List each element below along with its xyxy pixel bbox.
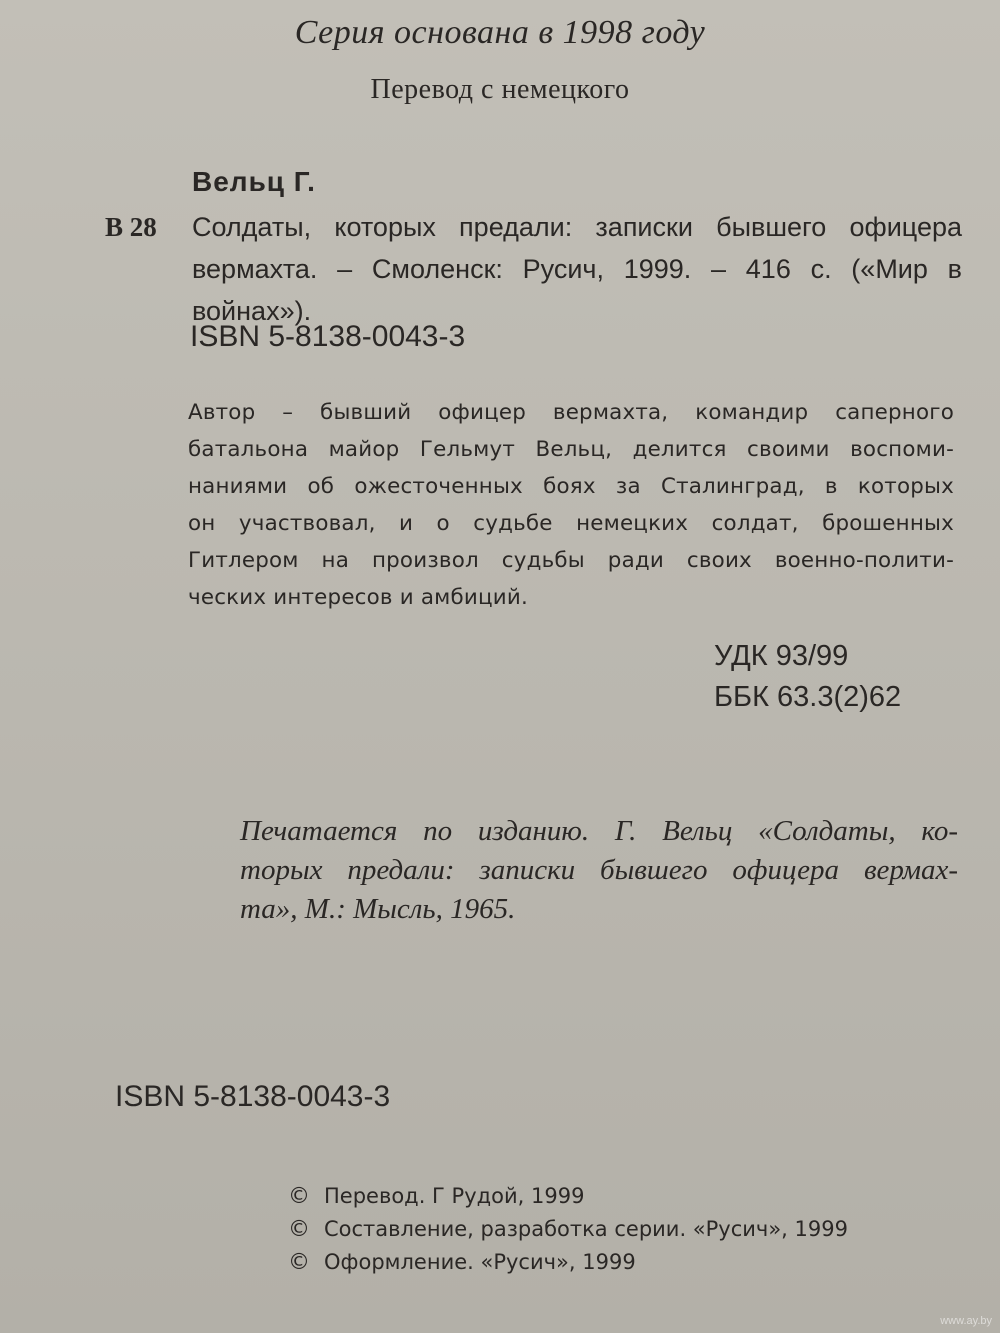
source-edition-note — [240, 812, 958, 929]
abstract — [188, 394, 954, 616]
source-line: торых предали: записки бывшего офицера вермах- — [240, 854, 958, 886]
abstract-line: наниями об ожесточенных боях за Сталинград, в которых — [188, 474, 954, 499]
copyright-text: Оформление. «Русич», 1999 — [324, 1250, 636, 1274]
udk-code: УДК 93/99 — [714, 640, 849, 672]
bib-line: войнах»). — [192, 296, 312, 326]
copyright-text: Перевод. Г Рудой, 1999 — [324, 1184, 585, 1208]
author-heading: Вельц Г. — [192, 166, 316, 197]
source-line: та», М.: Мысль, 1965. — [240, 893, 516, 925]
abstract-line: Гитлером на произвол судьбы ради своих военно-полити- — [188, 548, 954, 573]
copyright-text: Составление, разработка серии. «Русич», 1999 — [324, 1217, 848, 1241]
abstract-line: он участвовал, и о судьбе немецких солдат, брошенных — [188, 511, 954, 536]
bibliographic-description — [192, 206, 962, 332]
isbn-top: ISBN 5-8138-0043-3 — [190, 320, 466, 353]
series-note: Серия основана в 1998 году — [294, 14, 706, 51]
copyright-icon: © — [288, 1250, 310, 1275]
abstract-line: батальона майор Гельмут Вельц, делится своими воспоми- — [188, 437, 954, 462]
copyright-row — [288, 1246, 848, 1279]
copyright-row — [288, 1213, 848, 1246]
bib-line: Солдаты, которых предали: записки бывшего офицера — [192, 212, 962, 242]
copyright-row — [288, 1180, 848, 1213]
source-line: Печатается по изданию. Г. Вельц «Солдаты, ко- — [240, 815, 958, 847]
copyright-icon: © — [288, 1217, 310, 1242]
bib-line: вермахта. – Смоленск: Русич, 1999. – 416 с. («Мир в — [192, 254, 962, 284]
translation-note: Перевод с немецкого — [370, 74, 630, 105]
copyright-block — [288, 1180, 848, 1279]
abstract-line: ческих интересов и амбиций. — [188, 585, 528, 610]
class-code: В 28 — [105, 212, 157, 242]
site-watermark: www.ay.by — [940, 1315, 992, 1327]
copyright-icon: © — [288, 1184, 310, 1209]
bbk-code: ББК 63.3(2)62 — [714, 681, 902, 713]
abstract-line: Автор – бывший офицер вермахта, командир саперного — [188, 400, 954, 425]
isbn-bottom: ISBN 5-8138-0043-3 — [115, 1080, 391, 1113]
